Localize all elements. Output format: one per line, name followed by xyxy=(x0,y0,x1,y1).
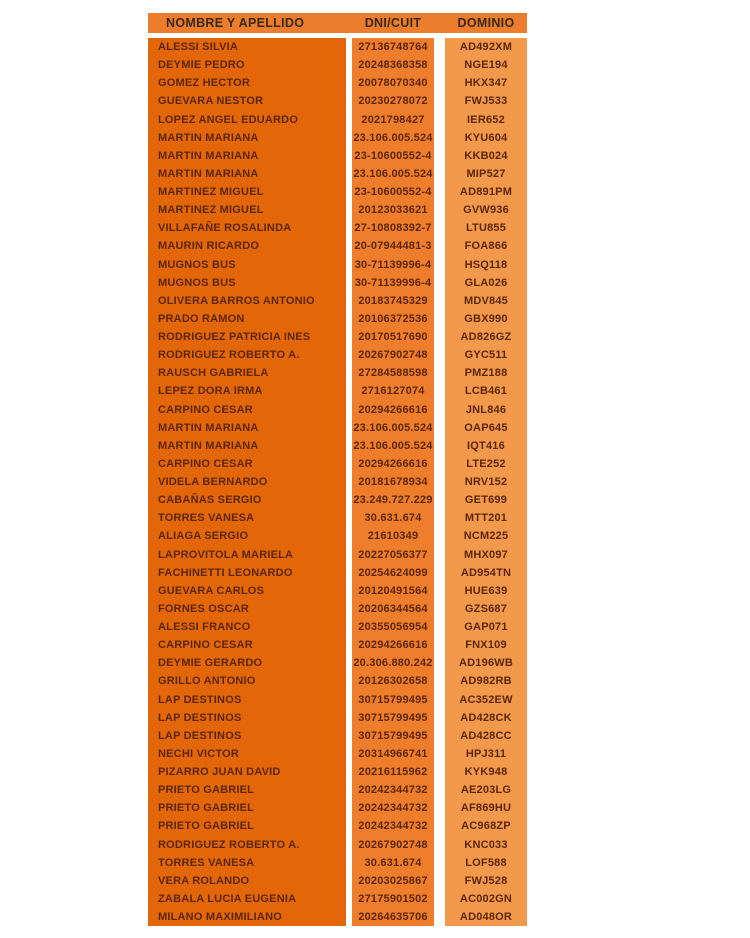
cell-dominio: GLA026 xyxy=(464,276,508,289)
cell-nombre: PRIETO GABRIEL xyxy=(158,784,255,797)
cell-dni: 23.249.727.229 xyxy=(353,494,433,507)
cell-dni: 20.306.880.242 xyxy=(353,657,433,670)
cell-dni: 23.106.005.524 xyxy=(353,421,433,434)
cell-dominio: PMZ188 xyxy=(464,367,508,380)
cell-dni: 23.106.005.524 xyxy=(353,167,433,180)
cell-nombre: ALESSI FRANCO xyxy=(158,621,251,633)
column-nombre-y-apellido xyxy=(148,38,346,926)
cell-nombre: DEYMIE GERARDO xyxy=(158,657,263,670)
cell-nombre: TORRES VANESA xyxy=(158,512,255,525)
cell-dni: 20267902748 xyxy=(358,838,428,851)
cell-nombre: MAURIN RICARDO xyxy=(158,240,260,253)
cell-dominio: AD982RB xyxy=(460,675,512,688)
cell-dni: 20181678934 xyxy=(358,476,428,488)
cell-dominio: KKB024 xyxy=(464,149,508,162)
cell-dominio: MDV845 xyxy=(464,294,508,307)
cell-nombre: ALIAGA SERGIO xyxy=(158,530,249,543)
cell-dni: 20216115962 xyxy=(358,766,428,778)
cell-dni: 2716127074 xyxy=(361,385,425,398)
cell-dni: 30.631.674 xyxy=(364,512,422,525)
cell-nombre: CARPINO CESAR xyxy=(158,457,253,470)
cell-nombre: MILANO MAXIMILIANO xyxy=(158,911,282,923)
cell-nombre: ALESSI SILVIA xyxy=(158,41,239,53)
cell-nombre: LAP DESTINOS xyxy=(158,693,242,706)
cell-dni: 20254624099 xyxy=(358,566,428,579)
cell-dominio: GAP071 xyxy=(464,621,508,633)
cell-dni: 30715799495 xyxy=(358,729,428,742)
column-dni-cuit xyxy=(352,38,434,926)
cell-nombre: LAP DESTINOS xyxy=(158,711,242,724)
cell-dni: 23.106.005.524 xyxy=(353,131,433,144)
cell-dni: 30.631.674 xyxy=(364,856,422,869)
cell-dni: 27-10808392-7 xyxy=(354,222,432,235)
cell-nombre: VERA ROLANDO xyxy=(158,874,250,887)
cell-dni: 27284588598 xyxy=(358,367,428,380)
cell-dni: 20126302658 xyxy=(358,675,428,688)
cell-dominio: AD428CC xyxy=(460,729,512,742)
cell-dominio: GYC511 xyxy=(464,349,508,362)
cell-dominio: LCB461 xyxy=(464,385,508,398)
cell-dni: 2021798427 xyxy=(361,113,425,126)
cell-dominio: GZS687 xyxy=(464,602,508,615)
cell-dni: 21610349 xyxy=(367,530,419,543)
cell-dni: 23-10600552-4 xyxy=(354,186,432,198)
cell-dominio: HPJ311 xyxy=(465,747,507,760)
cell-dominio: AD196WB xyxy=(459,657,513,670)
cell-dominio: GBX990 xyxy=(464,312,508,325)
cell-dni: 20267902748 xyxy=(358,349,428,362)
cell-dni: 20106372536 xyxy=(358,312,428,325)
cell-dni: 20170517690 xyxy=(358,331,428,343)
cell-dominio: NGE194 xyxy=(464,59,508,72)
cell-dominio: JNL846 xyxy=(465,403,507,416)
cell-nombre: GOMEZ HECTOR xyxy=(158,77,251,90)
column-header-dominio: DOMINIO xyxy=(457,16,515,30)
cell-nombre: MARTIN MARIANA xyxy=(158,149,259,162)
cell-nombre: MUGNOS BUS xyxy=(158,276,236,289)
cell-nombre: FORNES OSCAR xyxy=(158,602,250,615)
cell-dni: 20078070340 xyxy=(358,77,428,90)
cell-nombre: MARTIN MARIANA xyxy=(158,131,259,144)
cell-nombre: MUGNOS BUS xyxy=(158,258,236,271)
cell-dni: 20242344732 xyxy=(358,802,428,815)
cell-dominio: GET699 xyxy=(464,494,508,507)
cell-nombre: RODRIGUEZ PATRICIA INES xyxy=(158,331,311,343)
cell-nombre: RODRIGUEZ ROBERTO A. xyxy=(158,349,300,362)
cell-dni: 20123033621 xyxy=(358,204,428,217)
cell-dominio: HUE639 xyxy=(464,584,508,597)
cell-dominio: LOF588 xyxy=(465,856,507,869)
cell-nombre: MARTIN MARIANA xyxy=(158,421,259,434)
cell-dni: 20242344732 xyxy=(358,820,428,833)
cell-dominio: AC002GN xyxy=(459,892,513,905)
cell-nombre: CARPINO CESAR xyxy=(158,639,253,652)
cell-nombre: MARTINEZ MIGUEL xyxy=(158,186,264,198)
cell-dominio: AC352EW xyxy=(459,693,513,706)
cell-dominio: KYK948 xyxy=(464,766,508,778)
cell-nombre: PRADO RAMON xyxy=(158,312,245,325)
cell-nombre: MARTIN MARIANA xyxy=(158,439,259,452)
cell-nombre: GUEVARA NESTOR xyxy=(158,95,264,108)
cell-nombre: LAPROVITOLA MARIELA xyxy=(158,548,294,561)
cell-nombre: GUEVARA CARLOS xyxy=(158,584,265,597)
cell-dominio: NCM225 xyxy=(463,530,509,543)
cell-nombre: ZABALA LUCIA EUGENIA xyxy=(158,892,297,905)
cell-dni: 30-71139996-4 xyxy=(354,258,432,271)
cell-dni: 20-07944481-3 xyxy=(354,240,432,253)
cell-dni: 20120491564 xyxy=(358,584,428,597)
cell-dni: 20242344732 xyxy=(358,784,428,797)
cell-dni: 20355056954 xyxy=(358,621,428,633)
cell-dominio: NRV152 xyxy=(464,476,508,488)
cell-nombre: CARPINO CESAR xyxy=(158,403,253,416)
cell-dni: 20183745329 xyxy=(358,294,428,307)
cell-dominio: IER652 xyxy=(467,113,505,126)
cell-dominio: MHX097 xyxy=(464,548,508,561)
cell-dominio: AC968ZP xyxy=(461,820,511,833)
cell-nombre: MARTIN MARIANA xyxy=(158,167,259,180)
cell-nombre: NECHI VICTOR xyxy=(158,747,240,760)
cell-nombre: CABAÑAS SERGIO xyxy=(158,494,262,507)
cell-dni: 20294266616 xyxy=(358,457,428,470)
cell-nombre: MARTINEZ MIGUEL xyxy=(158,204,264,217)
table-body xyxy=(148,38,527,926)
cell-dominio: AD492XM xyxy=(459,41,513,53)
cell-dni: 27136748764 xyxy=(358,41,428,53)
cell-dominio: KYU604 xyxy=(464,131,508,144)
cell-dominio: KNC033 xyxy=(464,838,508,851)
cell-nombre: PIZARRO JUAN DAVID xyxy=(158,766,281,778)
cell-dni: 23-10600552-4 xyxy=(354,149,432,162)
cell-dominio: MIP527 xyxy=(466,167,506,180)
column-dominio xyxy=(445,38,527,926)
cell-dominio: AD826GZ xyxy=(460,331,512,343)
cell-dni: 23.106.005.524 xyxy=(353,439,433,452)
cell-nombre: VIDELA BERNARDO xyxy=(158,476,268,488)
cell-nombre: LOPEZ ANGEL EDUARDO xyxy=(158,113,299,126)
column-gutter xyxy=(434,38,445,926)
cell-dominio: OAP645 xyxy=(464,421,508,434)
cell-dominio: AD954TN xyxy=(460,566,512,579)
cell-dni: 30715799495 xyxy=(358,711,428,724)
cell-dominio: AD891PM xyxy=(459,186,513,198)
cell-dominio: IQT416 xyxy=(467,439,505,452)
cell-dni: 20248368358 xyxy=(358,59,428,72)
cell-nombre: PRIETO GABRIEL xyxy=(158,820,255,833)
cell-dni: 20294266616 xyxy=(358,403,428,416)
cell-dni: 30715799495 xyxy=(358,693,428,706)
cell-dominio: HSQ118 xyxy=(464,258,508,271)
cell-dni: 30-71139996-4 xyxy=(354,276,432,289)
cell-dni: 20203025867 xyxy=(358,874,428,887)
cell-nombre: FACHINETTI LEONARDO xyxy=(158,566,293,579)
cell-dni: 20227056377 xyxy=(358,548,428,561)
cell-dominio: AE203LG xyxy=(460,784,512,797)
cell-dominio: HKX347 xyxy=(464,77,508,90)
cell-dominio: MTT201 xyxy=(464,512,508,525)
cell-dni: 20230278072 xyxy=(358,95,428,108)
cell-dominio: GVW936 xyxy=(463,204,509,217)
cell-nombre: VILLAFAÑE ROSALINDA xyxy=(158,222,292,235)
cell-dominio: LTE252 xyxy=(466,457,506,470)
cell-dni: 27175901502 xyxy=(358,892,428,905)
cell-nombre: RODRIGUEZ ROBERTO A. xyxy=(158,838,300,851)
cell-dominio: LTU855 xyxy=(465,222,507,235)
cell-nombre: PRIETO GABRIEL xyxy=(158,802,255,815)
cell-dni: 20206344564 xyxy=(358,602,428,615)
cell-nombre: RAUSCH GABRIELA xyxy=(158,367,269,380)
table-header-row xyxy=(148,13,527,33)
column-header-nombre-y-apellido: NOMBRE Y APELLIDO xyxy=(166,16,305,30)
cell-dominio: FWJ533 xyxy=(464,95,508,108)
cell-dominio: FWJ528 xyxy=(464,874,508,887)
cell-nombre: TORRES VANESA xyxy=(158,856,255,869)
cell-nombre: OLIVERA BARROS ANTONIO xyxy=(158,294,315,307)
cell-dni: 20294266616 xyxy=(358,639,428,652)
cell-dominio: FOA866 xyxy=(464,240,508,253)
cell-dni: 20314966741 xyxy=(358,747,428,760)
cell-dni: 20264635706 xyxy=(358,911,428,923)
vehicle-owners-table xyxy=(148,13,527,926)
cell-dominio: AD428CK xyxy=(460,711,512,724)
cell-dominio: AD048OR xyxy=(459,911,513,923)
cell-nombre: DEYMIE PEDRO xyxy=(158,59,245,72)
cell-nombre: GRILLO ANTONIO xyxy=(158,675,256,688)
column-header-dni-cuit: DNI/CUIT xyxy=(364,16,422,30)
cell-nombre: LEPEZ DORA IRMA xyxy=(158,385,263,398)
cell-nombre: LAP DESTINOS xyxy=(158,729,242,742)
cell-dominio: AF869HU xyxy=(460,802,512,815)
cell-dominio: FNX109 xyxy=(465,639,507,652)
